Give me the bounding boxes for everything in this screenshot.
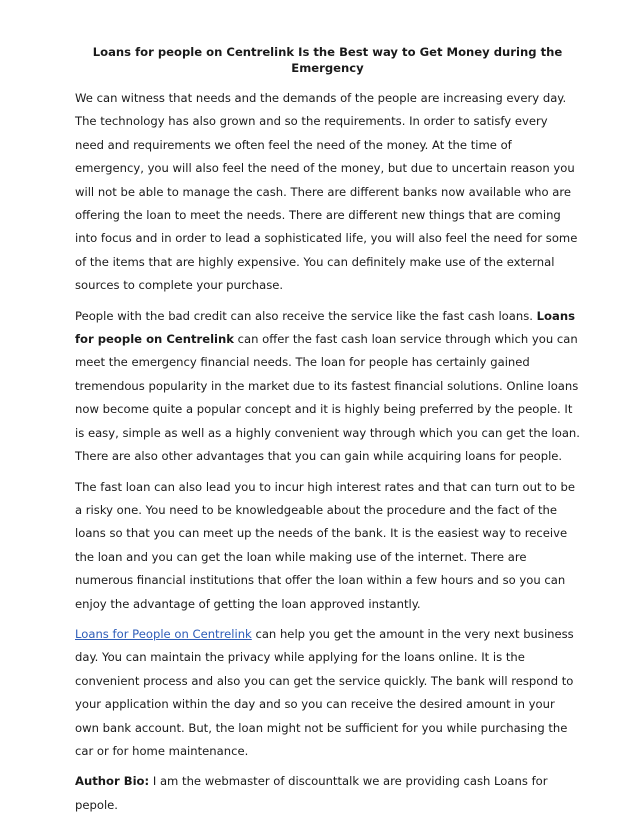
paragraph-bad-credit-text-end: can offer the fast cash loan service through which you can meet the emergency financial needs. The loan for people has certainly gained tremendous popularity in the market due to its fastest financial solutions. Online loans now become quite a popular concept and it is highly being preferred by the people. It is easy, simple as well as a highly convenient way through which you can get the loan. There are also other advantages that you can gain while acquiring loans for people. (75, 332, 580, 464)
paragraph-centrelink-text: can help you get the amount in the very next business day. You can maintain the privacy while applying for the loans online. It is the convenient process and also you can get the service quickly. The bank will respond to your application within the day and so you can receive the desired amount in your own bank account. But, the loan might not be sufficient for you while purchasing the car or for home maintenance. (75, 626, 574, 758)
document-title: Loans for people on Centrelink Is the Best way to Get Money during the Emergency (92, 45, 563, 75)
document-page (75, 44, 580, 824)
paragraph-fast-loan: The fast loan can also lead you to incur high interest rates and that can turn out to be a risky one. You need to be knowledgeable about the procedure and the fact of the loans so that you can meet up the needs of the bank. It is the easiest way to receive the loan and you can get the loan while making use of the internet. There are numerous financial institutions that offer the loan within a few hours and so you can enjoy the advantage of getting the loan approved instantly. (75, 479, 575, 611)
author-bio-text: I am the webmaster of discounttalk we are providing cash Loans for pepole. (75, 774, 548, 812)
paragraph-bad-credit (75, 305, 580, 469)
author-bio-label: Author Bio: (75, 774, 150, 789)
bold-phrase-loans-centrelink: Loans for people on Centrelink (75, 308, 575, 347)
author-bio (75, 770, 580, 817)
paragraph-centrelink-link (75, 623, 580, 763)
paragraph-bad-credit-text-start: People with the bad credit can also receive the service like the fast cash loans. (75, 308, 537, 323)
centrelink-loans-link[interactable]: Loans for People on Centrelink (75, 626, 252, 641)
paragraph-intro: We can witness that needs and the demands of the people are increasing every day. The technology has also grown and so the requirements. In order to satisfy every need and requirements we often feel the need of the money. At the time of emergency, you will also feel the need of the money, but due to uncertain reason you will not be able to manage the cash. There are different banks now available who are offering the loan to meet the needs. There are different new things that are coming into focus and in order to lead a sophisticated life, you will also feel the need for some of the items that are highly expensive. You can definitely make use of the external sources to complete your purchase. (75, 91, 578, 293)
